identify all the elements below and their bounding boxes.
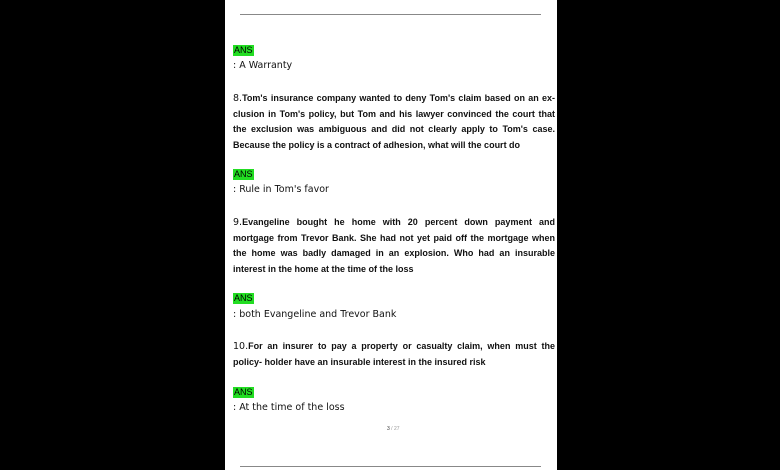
- question-9: [233, 215, 555, 277]
- answer-text: : A Warranty: [233, 60, 293, 71]
- page-current: 3: [387, 426, 390, 432]
- question-text: Tom's insurance company wanted to deny Tom's claim based on an ex- clusion in Tom's policy, but Tom and his lawyer convinced the court that the exclusion was ambiguous and did not clearly apply to Tom's case. Because the policy is a contract of adhesion, what will the court do: [233, 93, 555, 150]
- question-text: Evangeline bought he home with 20 percent down payment and mortgage from Trevor Bank. She had not yet paid off the mortgage when the home was badly damaged in an explosion. Who had an insurable interest in the home at the time of the loss: [233, 217, 555, 274]
- ans-label: ANS: [234, 45, 253, 55]
- answer-text: : At the time of the loss: [233, 402, 345, 413]
- ans-label: ANS: [234, 387, 253, 397]
- answer-text: : both Evangeline and Trevor Bank: [233, 309, 397, 320]
- ans-label: ANS: [234, 169, 253, 179]
- question-number: 8.: [233, 93, 243, 104]
- page-total: / 27: [391, 426, 400, 432]
- ans-label: ANS: [234, 293, 253, 303]
- document-page: [225, 0, 557, 470]
- header-rule: [240, 14, 541, 15]
- question-10: [233, 339, 555, 370]
- question-text: For an insurer to pay a property or casualty claim, when must the policy- holder have an insurable interest in the insured risk: [233, 341, 555, 367]
- page-number: [387, 426, 400, 432]
- question-number: 10.: [233, 341, 249, 352]
- question-8: [233, 91, 555, 153]
- question-number: 9.: [233, 217, 243, 228]
- answer-text: : Rule in Tom's favor: [233, 184, 329, 195]
- footer-rule: [240, 466, 541, 467]
